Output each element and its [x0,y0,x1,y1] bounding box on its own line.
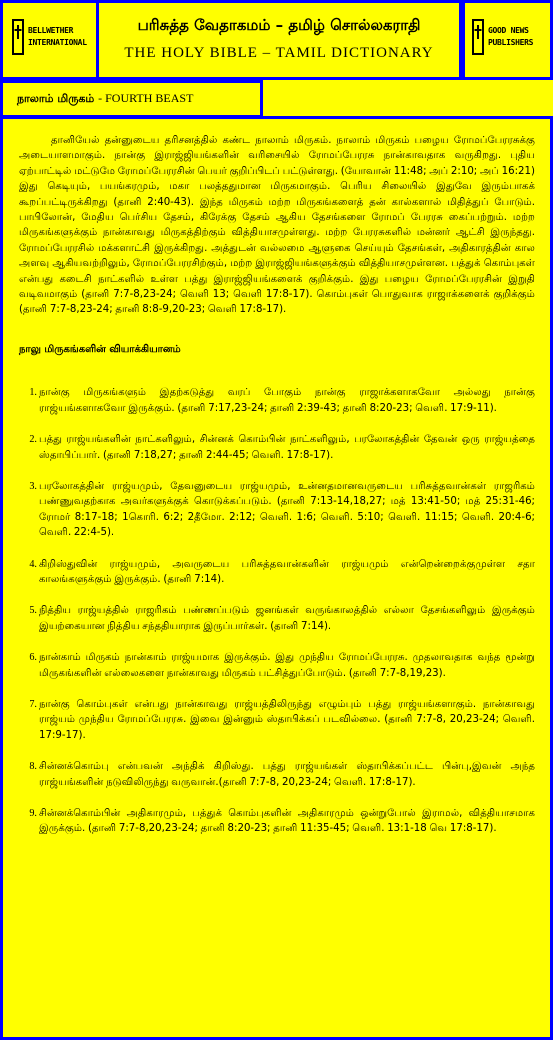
interpretation-list [19,385,535,837]
logo-line-2: INTERNATIONAL [28,38,87,47]
section-title: நாலு மிருகங்களின் வியாக்கியானம் [19,343,181,355]
entry-content [0,116,553,1040]
list-item: 1. நான்கு மிருகங்களும் இதற்கடுத்து வரப் போகும் நான்கு ராஜாக்களாகவோ அல்லது நான்கு ராஜ்யங்களாகவோ இருக்கும். (தானி 7:17,23-24; தானி 2:39-43; தானி 8:20-23; வெளி. 17:9-11). [39,385,535,416]
bible-book-icon [471,17,485,57]
list-item: 9. சின்னக்கொம்பின் அதிகாரமும், பத்துக் கொம்புகளின் அதிகாரமும் ஒன்றுபோல் இராமல், வித்தியாசமாக இருக்கும். (தானி 7:7-8,20,23-24; தானி 8:20-23; தானி 11:35-45; வெளி. 13:1-18 வெ 17:8-17). [39,806,535,837]
list-item: 8. சின்னக்கொம்பு என்பவன் அந்திக் கிறிஸ்து. பத்து ராஜ்யங்கள் ஸ்தாபிக்கப்பட்ட பின்பு,இவன் அந்த ராஜ்யங்களின் நடுவிலிருந்து வருவான்.(தானி 7:7-8, 20,23-24; வெளி. 17:8-17). [39,759,535,790]
heading-english: - FOURTH BEAST [98,91,194,105]
list-item: 3. பரலோகத்தின் ராஜ்யமும், தேவனுடைய ராஜ்யமும், உன்னதமானவருடைய பரிசுத்தவான்கள் ராஜரிகம் பண்ணுவதற்காக அவர்களுக்குக் கொடுக்கப்படும். (தானி 7:13-14,18,27; மத் 13:41-50; மத் 25:31-46; ரோமர் 8:17-18; 1கொரி. 6:2; 2தீமோ. 2:12; வெளி. 1:6; வெளி. 5:10; வெளி. 11:15; வெளி. 20:4-6; வெளி. 22:4-5). [39,479,535,541]
list-item: 4. கிறிஸ்துவின் ராஜ்யமும், அவருடைய பரிசுத்தவான்களின் ராஜ்யமும் என்றென்றைக்குமுள்ள சதா காலங்களுக்கும் இருக்கும். (தானி 7:14). [39,557,535,588]
heading-tamil: நாலாம் மிருகம் [17,92,95,105]
title-banner [96,0,462,80]
entry-heading [0,80,263,118]
title-english: THE HOLY BIBLE – TAMIL DICTIONARY [124,45,434,61]
intro-paragraph: தானியேல் தன்னுடைய தரிசனத்தில் கண்ட நாலாம் மிருகம். நாலாம் மிருகம் பழைய ரோமப்பேரரசுக்கு அடையாளமாகும். நான்கு இராஜ்ஜியங்களின் வரிசையில் ரோமப்பேரரசு நான்காவதாக வருகிறது. புதிய ஏற்பாட்டில் மட்டுமே ரோமப்பேரரசின் பெயர் குறிப்பிடப் பட்டுள்ளது. (யோவான் 11:48; அப் 2:10; அப் 16:21) இது கெடியும், பயங்கரமும், மகா பலத்ததுமான மிருகமாகும். பெரிய சிலையில் இதுவே இரும்பாகக் கூறப்பட்டிருக்கிறது (தானி 2:40-43). இந்த மிருகம் மற்ற மிருகங்களைத் தன் கால்களால் மிதித்துப் போடும். பாபிலோன், மேதிய பெர்சிய தேசம், கிரேக்கு தேசம் ஆகிய தேசங்களை ரோமப் பேரரசு கைப்பற்றும். மற்ற மிருகங்களுக்கும் நான்காவது மிருகத்திற்கும் வித்தியாசமுள்ளது. மற்ற பேரரசுகளில் மன்னர் ஆட்சி இருந்தது. ரோமப்பேரரசில் மக்களாட்சி இருக்கிறது. அத்துடன் வல்லமை ஆளுகை செய்யும் தேசங்கள், அதிகாரத்தின் கால அளவு ஆகியவற்றிலும், ரோமப்பேரரசிற்கும், மற்ற இராஜ்ஜியங்களுக்கும் வித்தியாசமுள்ளன. பத்துக் கொம்புகள் என்பது கடைசி நாட்களில் உள்ள பத்து இராஜ்ஜியங்களைக் குறிக்கும். இது பழைய ரோமப்பேரரசின் இறுதி வடிவமாகும் (தானி 7:7-8,23-24; வெளி 13; வெளி 17:8-17). கொம்புகள் பொதுவாக ராஜாக்களைக் குறிக்கும் (தானி 7:7-8,23-24; தானி 8:8-9,20-23; வெளி 17:8-17). [19,135,535,316]
list-item: 6. நான்காம் மிருகம் நான்காம் ராஜ்யமாக இருக்கும். இது முந்திய ரோமப்பேரரசு. முதலாவதாக வந்த மூன்று மிருகங்களின் எல்லைகளை நான்காவது மிருகம் பட்சித்துப்போடும். (தானி 7:7-8,19,23). [39,650,535,681]
title-tamil: பரிசுத்த வேதாகமம் – தமிழ் சொல்லகராதி [137,16,421,34]
list-item: 2. பத்து ராஜ்யங்களின் நாட்களிலும், சின்னக் கொம்பின் நாட்களிலும், பரலோகத்தின் தேவன் ஒரு ராஜ்யத்தை ஸ்தாபிப்பார். (தானி 7:18,27; தானி 2:44-45; வெளி. 17:8-17). [39,432,535,463]
good-news-logo [462,0,553,80]
bellwether-logo [0,0,99,80]
list-item: 5. நித்திய ராஜ்யத்தில் ராஜரிகம் பண்ணப்படும் ஜனங்கள் வருங்காலத்தில் எல்லா தேசங்களிலும் இருக்கும் இயற்கையான நித்திய சந்ததியாராக இருப்பார்கள். (தானி 7:14). [39,603,535,634]
logo-line-2: PUBLISHERS [488,38,534,47]
bible-book-icon [11,17,25,57]
logo-line-1: BELLWETHER [28,26,74,35]
list-item: 7. நான்கு கொம்புகள் என்பது நான்காவது ராஜ்யத்திலிருந்து எழும்பும் பத்து ராஜ்யங்களாகும். நான்காவது ராஜ்யம் முந்திய ரோமப்பேரரசு. இவை இன்னும் ஸ்தாபிக்கப் படவில்லை. (தானி 7:7-8, 20,23-24; வெளி. 17:9-17). [39,697,535,743]
logo-line-1: GOOD NEWS [488,26,529,35]
